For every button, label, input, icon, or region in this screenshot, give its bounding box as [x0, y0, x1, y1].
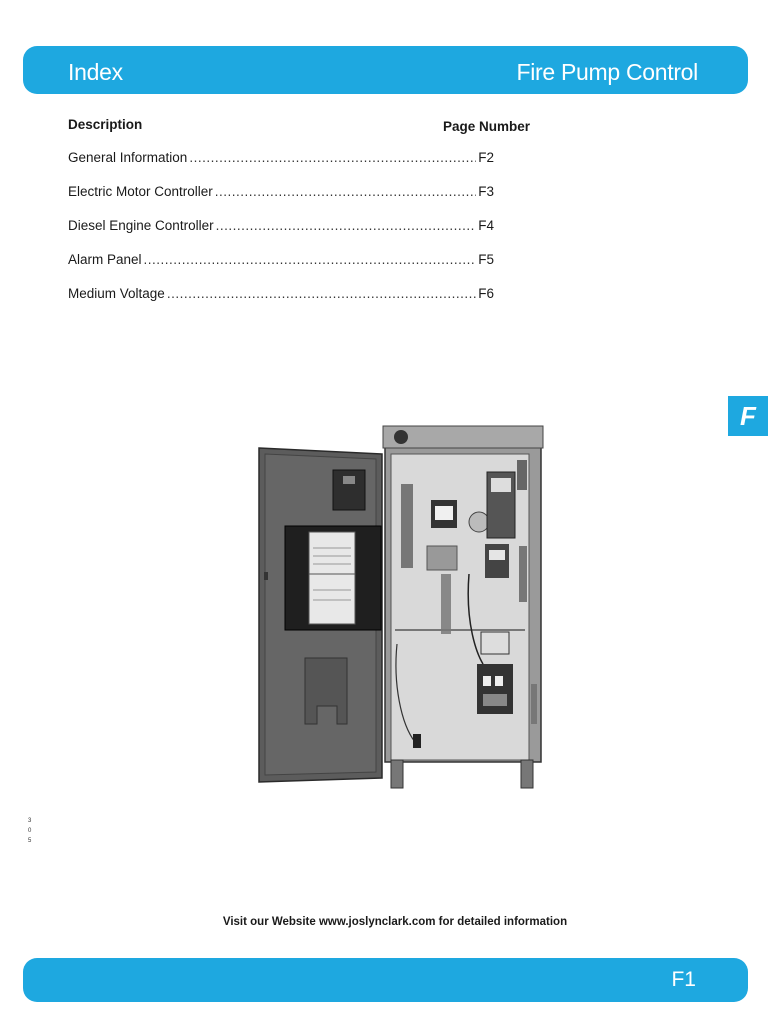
index-title: Index [68, 59, 123, 85]
vertical-code-digit: 3 [28, 818, 32, 824]
table-of-contents [68, 150, 494, 320]
page-number: F1 [671, 968, 696, 991]
toc-page: F2 [478, 150, 494, 165]
toc-label: General Information [68, 150, 188, 165]
toc-label: Electric Motor Controller [68, 184, 213, 199]
vertical-code-digit: 5 [28, 838, 32, 844]
toc-label: Diesel Engine Controller [68, 218, 214, 233]
toc-label: Medium Voltage [68, 286, 165, 301]
dot-leader [216, 218, 477, 233]
page-number-column-header: Page Number [443, 119, 531, 134]
toc-entry-diesel-engine-controller[interactable] [68, 218, 494, 252]
dot-leader [215, 184, 476, 199]
section-title: Fire Pump Control [516, 59, 698, 85]
description-column-header: Description [68, 117, 143, 132]
toc-entry-electric-motor-controller[interactable] [68, 184, 494, 218]
toc-page: F6 [478, 286, 494, 301]
toc-page: F4 [478, 218, 494, 233]
footer-banner [23, 958, 748, 1002]
toc-page: F3 [478, 184, 494, 199]
section-f-tab[interactable]: F [728, 396, 768, 436]
toc-label: Alarm Panel [68, 252, 142, 267]
controller-cabinet-photo [255, 424, 545, 790]
toc-entry-medium-voltage[interactable] [68, 286, 494, 320]
toc-entry-alarm-panel[interactable] [68, 252, 494, 286]
vertical-code-digit: 0 [28, 828, 32, 834]
dot-leader [189, 150, 476, 165]
website-note: Visit our Website www.joslynclark.com for detailed information [222, 916, 568, 928]
header-banner [23, 46, 748, 94]
toc-entry-general-information[interactable] [68, 150, 494, 184]
dot-leader [167, 286, 476, 301]
vertical-code [28, 816, 34, 846]
dot-leader [144, 252, 477, 267]
toc-page: F5 [478, 252, 494, 267]
